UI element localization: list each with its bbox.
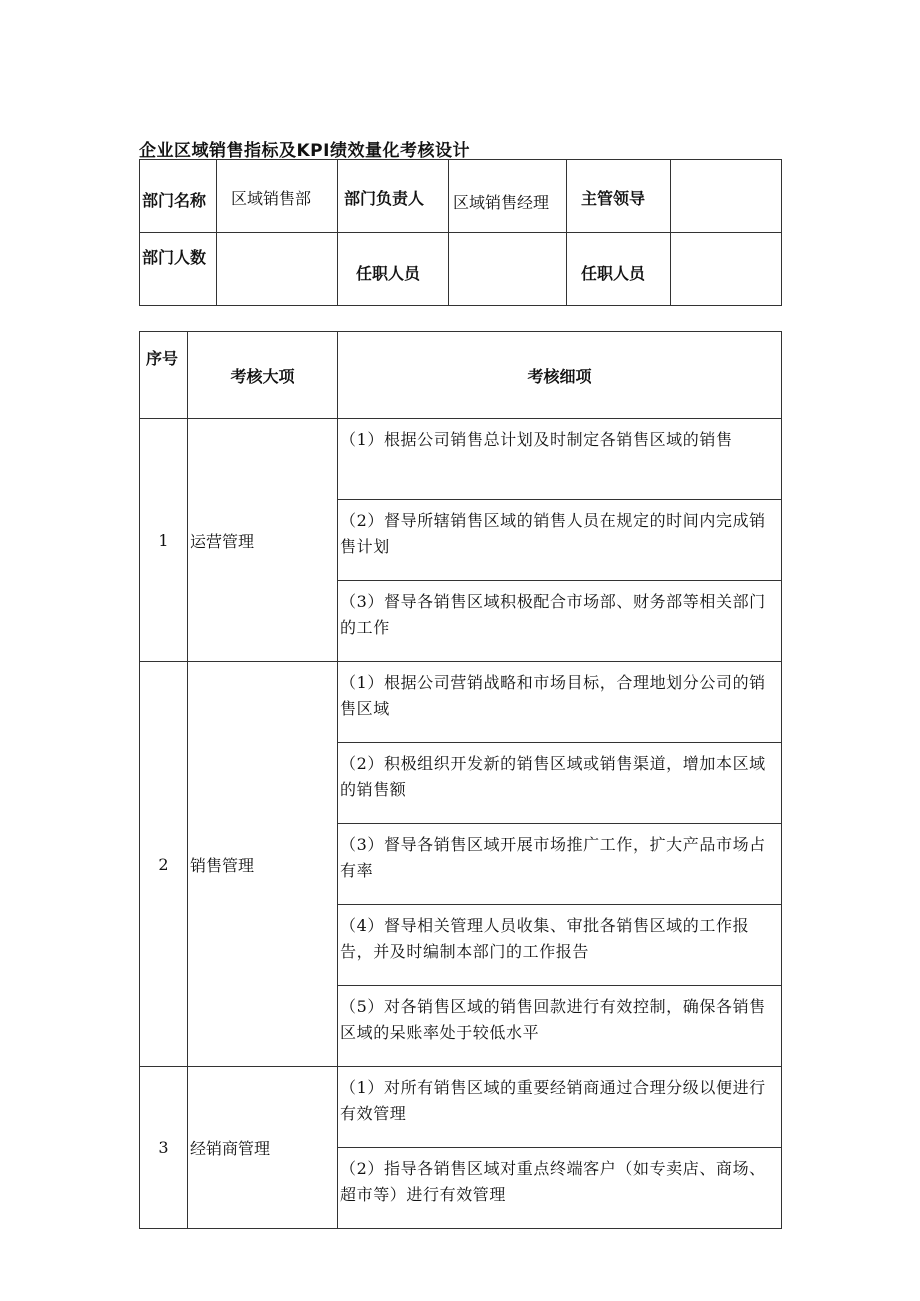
header-detail: 考核细项: [338, 332, 782, 419]
header-seq: 序号: [140, 332, 188, 419]
detail-item: [338, 824, 782, 905]
assessment-table: [139, 331, 782, 1229]
table-row: [140, 662, 782, 743]
detail-item: [338, 662, 782, 743]
group-category: 销售管理: [188, 662, 338, 1067]
staff-value-1-cell: [449, 233, 567, 306]
group-seq: 3: [140, 1067, 188, 1229]
dept-name-value-cell: [217, 160, 338, 233]
detail-item: [338, 419, 782, 500]
detail-text: （1）根据公司营销战略和市场目标，合理地划分公司的销售区域: [340, 673, 766, 718]
leader-label-cell: [567, 160, 671, 233]
group-seq: 1: [140, 419, 188, 662]
leader-value: [671, 160, 781, 188]
staff-value-1: [449, 233, 566, 261]
detail-text: （2）指导各销售区域对重点终端客户（如专卖店、商场、超市等）进行有效管理: [340, 1159, 766, 1204]
detail-text: （5）对各销售区域的销售回款进行有效控制，确保各销售区域的呆账率处于较低水平: [340, 997, 766, 1042]
leader-label: 主管领导: [581, 189, 646, 208]
detail-item: [338, 1067, 782, 1148]
assessment-header-row: [140, 332, 782, 419]
detail-text: （2）督导所辖销售区域的销售人员在规定的时间内完成销售计划: [340, 511, 766, 556]
dept-count-label: 部门人数: [142, 248, 207, 267]
detail-item: [338, 986, 782, 1067]
dept-head-value-cell: [449, 160, 567, 233]
group-seq: 2: [140, 662, 188, 1067]
detail-item: [338, 905, 782, 986]
detail-text: （1）根据公司销售总计划及时制定各销售区域的销售: [340, 430, 733, 449]
detail-item: [338, 743, 782, 824]
staff-label-1: 任职人员: [356, 264, 421, 283]
document-title: 企业区域销售指标及KPI绩效量化考核设计: [139, 141, 470, 161]
dept-head-label-cell: [338, 160, 449, 233]
table-row: [140, 1067, 782, 1148]
dept-name-label-cell: [140, 160, 217, 233]
staff-value-2-cell: [671, 233, 782, 306]
dept-count-value-cell: [217, 233, 338, 306]
dept-head-label: 部门负责人: [344, 189, 425, 208]
staff-label-2-cell: [567, 233, 671, 306]
group-category: 经销商管理: [188, 1067, 338, 1229]
dept-count-value: [217, 233, 337, 261]
dept-name-value: 区域销售部: [231, 189, 312, 208]
staff-label-1-cell: [338, 233, 449, 306]
detail-text: （1）对所有销售区域的重要经销商通过合理分级以便进行有效管理: [340, 1078, 766, 1123]
group-category: 运营管理: [188, 419, 338, 662]
detail-text: （3）督导各销售区域开展市场推广工作，扩大产品市场占有率: [340, 835, 766, 880]
detail-text: （3）督导各销售区域积极配合市场部、财务部等相关部门的工作: [340, 592, 766, 637]
dept-row-1: [140, 160, 782, 233]
dept-count-label-cell: [140, 233, 217, 306]
detail-text: （2）积极组织开发新的销售区域或销售渠道，增加本区域的销售额: [340, 754, 766, 799]
detail-item: [338, 500, 782, 581]
department-info-table: [139, 159, 782, 306]
detail-item: [338, 581, 782, 662]
dept-head-value: 区域销售经理: [453, 193, 550, 212]
header-category: 考核大项: [188, 332, 338, 419]
detail-item: [338, 1148, 782, 1229]
dept-name-label: 部门名称: [142, 191, 207, 210]
staff-label-2: 任职人员: [581, 264, 646, 283]
leader-value-cell: [671, 160, 782, 233]
table-row: [140, 419, 782, 500]
detail-text: （4）督导相关管理人员收集、审批各销售区域的工作报告，并及时编制本部门的工作报告: [340, 916, 750, 961]
staff-value-2: [671, 233, 781, 261]
dept-row-2: [140, 233, 782, 306]
